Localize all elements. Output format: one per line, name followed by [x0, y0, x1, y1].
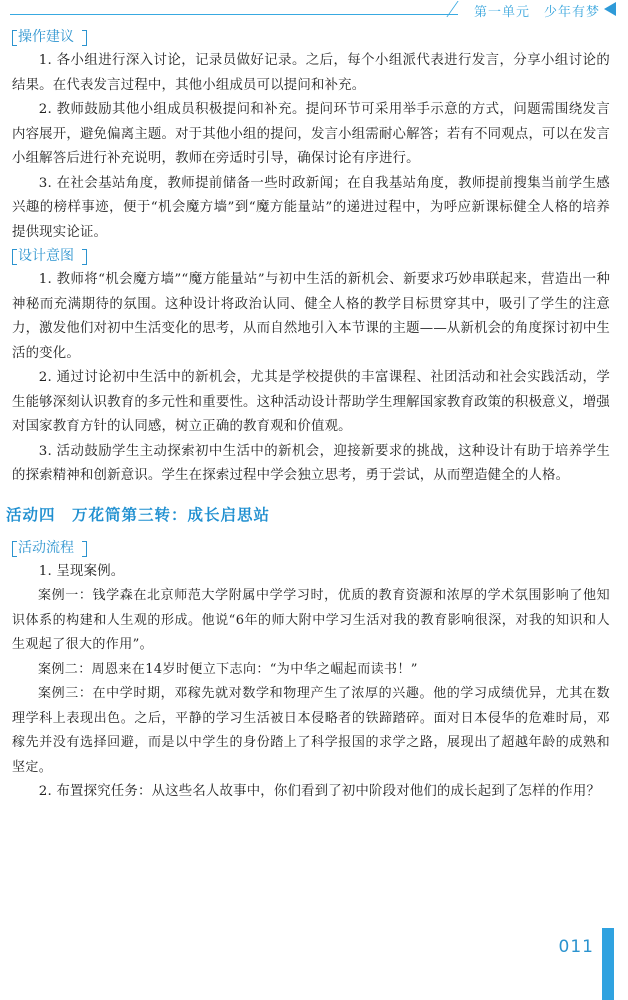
paragraph: 1. 呈现案例。 [38, 563, 125, 579]
page-content [6, 26, 610, 805]
section-tag-flow: 活动流程 [12, 539, 610, 557]
activity-title: 活动四 万花筒第三转：成长启思站 [6, 505, 271, 524]
header-unit-title: 第一单元 少年有梦 [473, 5, 600, 20]
paragraph: 2. 通过讨论初中生活中的新机会，尤其是学校提供的丰富课程、社团活动和社会实践活动，学生能够深刻认识教育的多元性和重要性。这种活动设计帮助学生理解国家教育政策的积极意义，增强对国家教育方针的认同感，树立正确的教育观和价值观。 [12, 370, 610, 434]
page-number: 011 [558, 937, 594, 957]
section-tag-operation: 操作建议 [12, 28, 610, 46]
case-paragraph: 案例一：钱学森在北京师范大学附属中学学习时，优质的教育资源和浓厚的学术氛围影响了他知识体系的构建和人生观的形成。他说“6年的师大附中学习生活对我的教育影响很深，对我的知识和人生观起了很大的作用”。 [12, 588, 610, 652]
paragraph: 1. 教师将“机会魔方墙”“魔方能量站”与初中生活的新机会、新要求巧妙串联起来，营造出一种神秘而充满期待的氛围。这种设计将政治认同、健全人格的教学目标贯穿其中，吸引了学生的注意力，激发他们对初中生活变化的思考，从而自然地引入本节课的主题——从新机会的角度探讨初中生活的变化。 [12, 272, 610, 361]
header-arrow-icon [604, 2, 616, 16]
page-edge-bar [602, 928, 614, 1000]
section-tag-design: 设计意图 [12, 247, 610, 265]
case-paragraph: 案例三：在中学时期，邓稼先就对数学和物理产生了浓厚的兴趣。他的学习成绩优异，尤其在数理学科上表现出色。之后，平静的学习生活被日本侵略者的铁蹄踏碎。面对日本侵华的危难时局，邓稼先并没有选择回避，而是以中学生的身份踏上了科学报国的求学之路，展现出了超越年龄的成熟和坚定。 [12, 686, 610, 775]
paragraph: 2. 教师鼓励其他小组成员积极提问和补充。提问环节可采用举手示意的方式，问题需围绕发言内容展开，避免偏离主题。对于其他小组的提问，发言小组需耐心解答；若有不同观点，可以在发言小组解答后进行补充说明，教师在旁适时引导，确保讨论有序进行。 [12, 102, 610, 166]
paragraph: 3. 活动鼓励学生主动探索初中生活中的新机会，迎接新要求的挑战，这种设计有助于培养学生的探索精神和创新意识。学生在探索过程中学会独立思考，勇于尝试，从而塑造健全的人格。 [12, 443, 610, 483]
paragraph: 3. 在社会基站角度，教师提前储备一些时政新闻；在自我基站角度，教师提前搜集当前学生感兴趣的榜样事迹，便于“机会魔方墙”到“魔方能量站”的递进过程中，为呼应新课标健全人格的培养提供现实论证。 [12, 175, 610, 240]
page-header [0, 0, 628, 22]
case-paragraph: 案例二：周恩来在14岁时便立下志向：“为中华之崛起而读书！” [38, 661, 418, 677]
paragraph: 1. 各小组进行深入讨论，记录员做好记录。之后，每个小组派代表进行发言，分享小组讨论的结果。在代表发言过程中，其他小组成员可以提问和补充。 [12, 53, 610, 93]
header-rule [10, 14, 458, 15]
paragraph: 2. 布置探究任务：从这些名人故事中，你们看到了初中阶段对他们的成长起到了怎样的作用？ [38, 784, 601, 799]
